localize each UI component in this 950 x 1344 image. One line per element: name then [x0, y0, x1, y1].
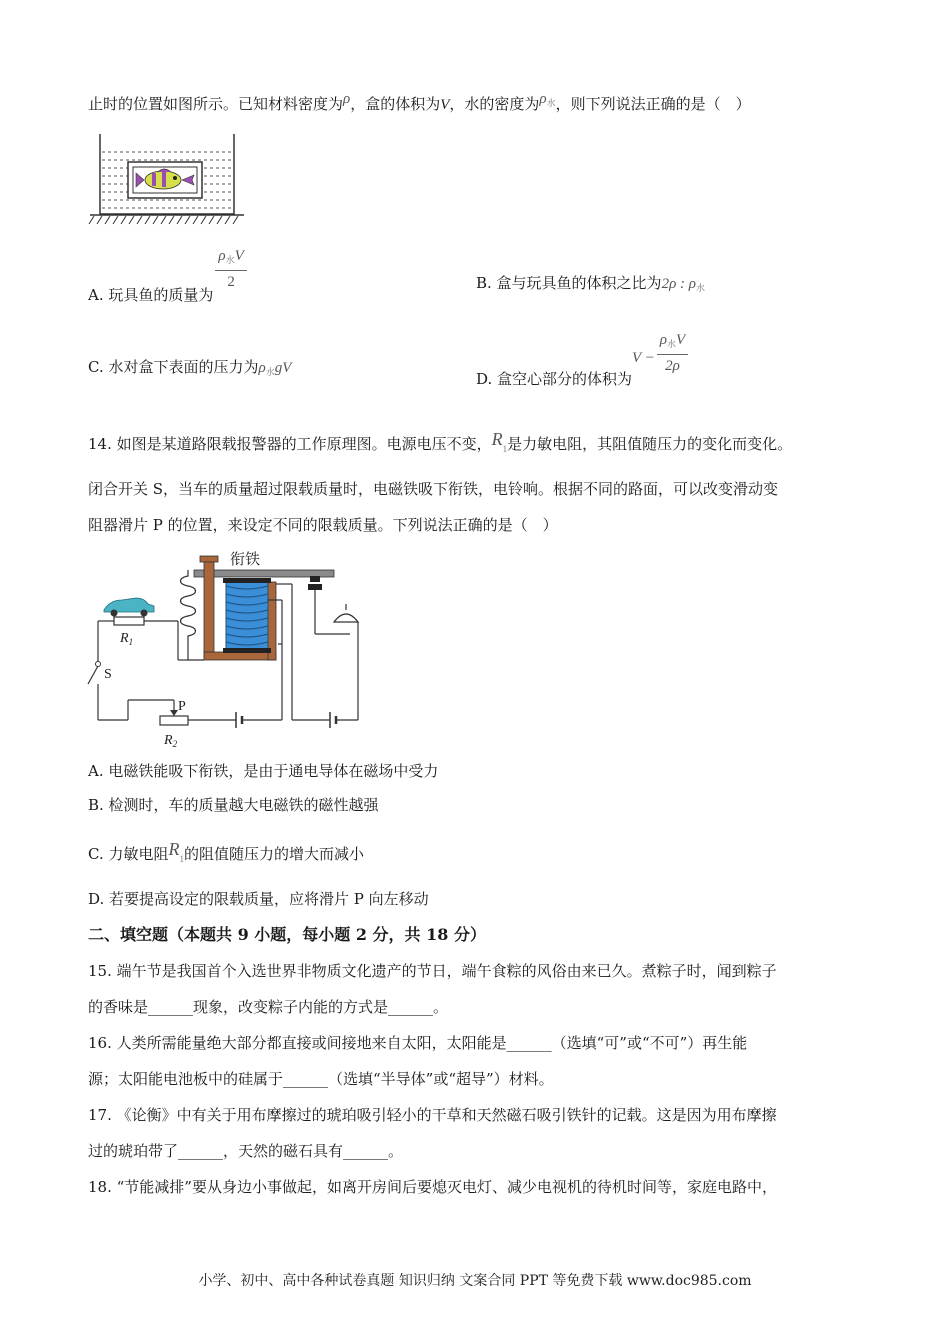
q13-option-b[interactable] — [476, 272, 705, 299]
slider-p-label: P — [178, 699, 186, 714]
q14-circuit-diagram — [82, 544, 382, 748]
q13-option-a[interactable] — [88, 246, 249, 304]
water-subscript: 水 — [667, 339, 677, 349]
option-d-fraction — [657, 330, 688, 377]
q13-option-d[interactable] — [476, 330, 690, 388]
armature-label: 衔铁 — [230, 552, 261, 568]
option-d-lead: V − — [632, 349, 655, 366]
r1-subscript: 1 — [179, 854, 184, 864]
q14-option-d[interactable]: D. 若要提高设定的限载质量，应将滑片 P 向左移动 — [88, 890, 429, 908]
option-c-text: 的阻值随压力的增大而减小 — [183, 845, 364, 863]
q13-stem-part: 止时的位置如图所示。已知材料密度为 — [88, 95, 344, 113]
option-a-text: A. 玩具鱼的质量为 — [88, 285, 214, 304]
page-footer: 小学、初中、高中各种试卷真题 知识归纳 文案合同 PPT 等免费下载 www.doc985.com — [198, 1273, 752, 1289]
q13-stem-part: ，则下列说法正确的是（ ） — [555, 95, 751, 113]
q15-line2: 的香味是______现象，改变粽子内能的方式是______。 — [88, 998, 449, 1016]
r2-label-sub: 2 — [172, 739, 178, 748]
rho-symbol: ρ — [343, 91, 351, 107]
q15-line1: 15. 端午节是我国首个入选世界非物质文化遗产的节日，端午食粽的风俗由来已久。煮粽子时，闻到粽子 — [88, 962, 777, 980]
fraction-denominator: 2ρ — [665, 358, 680, 374]
option-c-text: C. 水对盒下表面的压力为 — [88, 358, 259, 376]
r1-label — [119, 631, 133, 647]
q17-line1: 17. 《论衡》中有关于用布摩擦过的琥珀吸引轻小的干草和天然磁石吸引铁针的记载。这是因为用布摩擦 — [88, 1106, 777, 1124]
option-a-fraction — [215, 246, 246, 293]
q14-option-a[interactable]: A. 电磁铁能吸下衔铁，是由于通电导体在磁场中受力 — [88, 762, 439, 780]
water-subscript: 水 — [695, 283, 705, 293]
q18-line1: 18. “节能减排”要从身边小事做起，如离开房间后要熄灭电灯、减少电视机的待机时间等，家庭电路中， — [88, 1178, 777, 1196]
section-heading: 二、填空题（本题共 9 小题，每小题 2 分，共 18 分） — [88, 925, 486, 944]
r1-symbol: R — [491, 429, 503, 449]
water-subscript: 水 — [265, 367, 275, 377]
fraction-numerator — [657, 330, 688, 355]
q16-line1: 16. 人类所需能量绝大部分都直接或间接地来自太阳，太阳能是______（选填“可”或“不可”）再生能 — [88, 1034, 748, 1052]
option-b-text: B. 盒与玩具鱼的体积之比为 — [476, 274, 662, 292]
rho-letter: ρ — [539, 91, 547, 107]
switch-s-label: S — [104, 667, 112, 682]
water-subscript: 水 — [225, 255, 235, 265]
v-symbol: V — [440, 97, 450, 113]
fraction-denominator: 2 — [227, 274, 235, 290]
r2-label-letter: R — [164, 733, 173, 748]
q17-line2: 过的琥珀带了______，天然的磁石具有______。 — [88, 1142, 404, 1160]
water-subscript: 水 — [546, 98, 556, 108]
q14-option-c[interactable] — [88, 838, 364, 870]
v-letter: V — [676, 332, 686, 348]
r1-label-sub: 1 — [128, 637, 134, 647]
rho-letter: ρ — [258, 360, 266, 376]
option-c-text: C. 力敏电阻 — [88, 845, 169, 863]
q14-stem-line1 — [88, 428, 792, 460]
option-d-text: D. 盒空心部分的体积为 — [476, 369, 633, 388]
rho-water-symbol — [539, 91, 555, 107]
q14-text: 14. 如图是某道路限载报警器的工作原理图。电源电压不变， — [88, 435, 492, 453]
r1-subscript: 1 — [502, 444, 508, 454]
q13-option-c[interactable] — [88, 356, 291, 383]
v-letter: V — [234, 248, 244, 264]
rho-letter: ρ — [659, 332, 667, 348]
q14-stem-line3: 阻器滑片 P 的位置，来设定不同的限载质量。下列说法正确的是（ ） — [88, 516, 558, 534]
fraction-numerator — [215, 246, 246, 271]
q13-stem-part: ，水的密度为 — [449, 95, 540, 113]
r1-label-letter: R — [120, 631, 129, 646]
r1-symbol: R — [168, 839, 180, 859]
option-b-math: 2ρ : ρ — [661, 276, 696, 292]
q13-tank-figure — [86, 130, 246, 230]
q16-line2: 源；太阳能电池板中的硅属于______（选填“半导体”或“超导”）材料。 — [88, 1070, 554, 1088]
q14-option-b[interactable]: B. 检测时，车的质量越大电磁铁的磁性越强 — [88, 796, 379, 814]
q14-stem-line2: 闭合开关 S，当车的质量超过限载质量时，电磁铁吸下衔铁，电铃响。根据不同的路面，可以改变滑动变 — [88, 480, 779, 498]
q14-text: 是力敏电阻，其阻值随压力的变化而变化。 — [507, 435, 793, 453]
option-c-math: gV — [274, 360, 292, 376]
r2-label — [163, 733, 178, 748]
q13-stem-part: ，盒的体积为 — [350, 95, 441, 113]
rho-letter: ρ — [218, 248, 226, 264]
q13-stem — [88, 88, 751, 116]
